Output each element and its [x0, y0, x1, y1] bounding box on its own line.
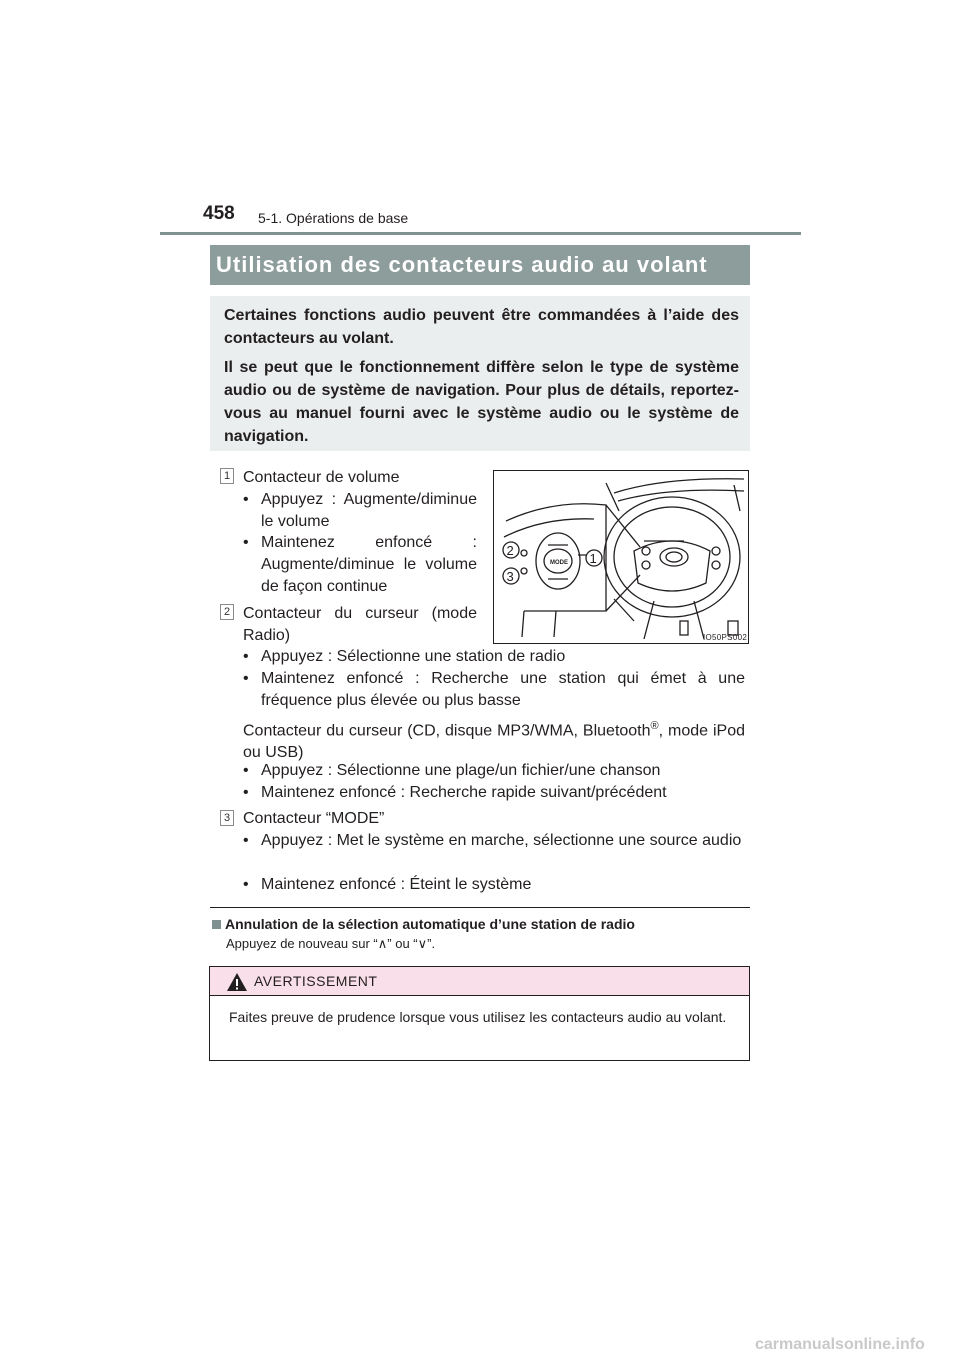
- intro-paragraph-2: Il se peut que le fonctionnement diffère selon le type de système audio ou de système de navigation. Pour plus de détails, reportez-vous au manuel fourni avec le système audio ou le système de navigation.: [224, 359, 739, 445]
- intro-paragraph-1: Certaines fonctions audio peuvent être commandées à l’aide des contacteurs au volant.: [224, 307, 739, 347]
- bullet-dot: •: [243, 762, 249, 779]
- bullet-dot: •: [243, 534, 249, 551]
- page-number: 458: [203, 203, 235, 224]
- steering-wheel-illustration: [494, 471, 748, 643]
- subsection-text: Appuyez de nouveau sur “∧” ou “∨”.: [226, 936, 436, 951]
- watermark: carmanualsonline.info: [755, 1336, 925, 1353]
- header-rule: [160, 232, 801, 235]
- warning-title: AVERTISSEMENT: [254, 973, 378, 989]
- callout-1: 1: [589, 551, 597, 566]
- mode-label: MODE: [550, 560, 568, 566]
- item-2-title-2: Contacteur du curseur (CD, disque MP3/WMA, Bluetooth®, mode iPod ou USB): [243, 720, 745, 762]
- item-1-title: Contacteur de volume: [243, 469, 400, 486]
- subsection-heading: Annulation de la sélection automatique d’une station de radio: [212, 916, 635, 932]
- bullet-dot: •: [243, 670, 249, 687]
- callout-3: 3: [506, 569, 514, 584]
- item-3-title: Contacteur “MODE”: [243, 810, 385, 827]
- warning-box: [209, 966, 750, 1061]
- item-number-3: 3: [220, 810, 234, 826]
- subsection-rule: [210, 907, 750, 908]
- callout-2: 2: [506, 543, 514, 558]
- item-number-1: 1: [220, 468, 234, 484]
- warning-body: Faites preuve de prudence lorsque vous utilisez les contacteurs audio au volant.: [229, 1009, 727, 1025]
- page-title: Utilisation des contacteurs audio au volant: [210, 245, 750, 285]
- intro-box: [210, 296, 750, 451]
- bullet-dot: •: [243, 491, 249, 508]
- heading-square-icon: [212, 920, 221, 929]
- bullet-dot: •: [243, 832, 249, 849]
- figure-code: IO50PS002: [703, 633, 748, 642]
- warning-triangle-icon: [226, 972, 248, 992]
- bullet-dot: •: [243, 648, 249, 665]
- bullet-dot: •: [243, 876, 249, 893]
- steering-wheel-figure: [493, 470, 749, 644]
- item-number-2: 2: [220, 604, 234, 620]
- bullet-dot: •: [243, 784, 249, 801]
- warning-header: [210, 967, 749, 996]
- item-2-title: Contacteur du curseur (mode Radio): [243, 605, 477, 644]
- section-title: 5-1. Opérations de base: [258, 210, 409, 226]
